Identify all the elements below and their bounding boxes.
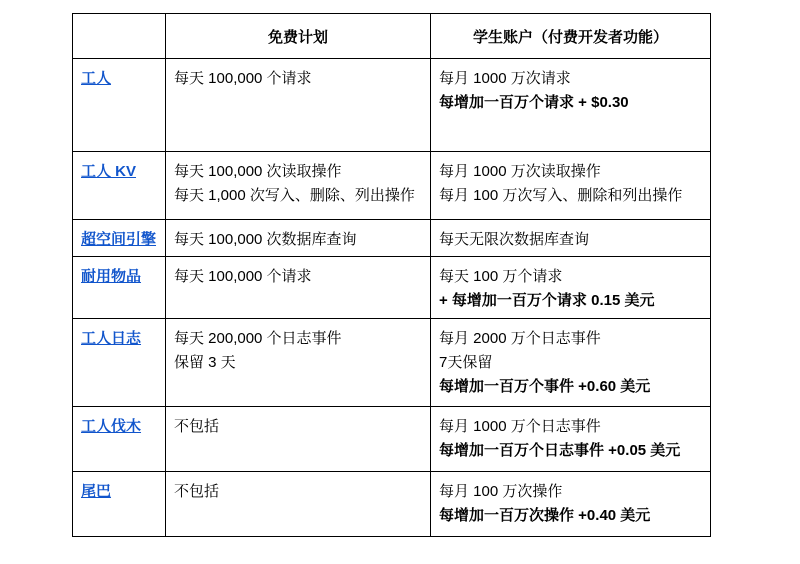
price-line: 每增加一百万个请求 + $0.30 [439, 94, 629, 111]
free-plan-cell [166, 59, 431, 152]
cell-line: 不包括 [174, 483, 220, 500]
product-cell [73, 59, 166, 152]
student-cell [431, 220, 711, 257]
table-row-workers-kv [73, 152, 711, 220]
product-cell [73, 407, 166, 472]
cell-line: 每月 2000 万个日志事件 [439, 330, 601, 347]
header-row [73, 14, 711, 59]
table-row-tail [73, 472, 711, 537]
cell-line: 每月 100 万次写入、删除和列出操作 [439, 187, 683, 204]
price-line: 每增加一百万个事件 +0.60 美元 [439, 378, 651, 395]
price-line: + 每增加一百万个请求 0.15 美元 [439, 292, 655, 309]
workers-logs-link[interactable]: 工人日志 [81, 330, 142, 347]
cell-line: 每月 1000 万次请求 [439, 70, 571, 87]
cell-line: 每月 1000 万个日志事件 [439, 418, 601, 435]
cell-line: 每天 1,000 次写入、删除、列出操作 [174, 187, 415, 204]
table-row-hyperdrive [73, 220, 711, 257]
student-cell [431, 257, 711, 319]
product-cell [73, 319, 166, 407]
cell-line: 每月 100 万次操作 [439, 483, 563, 500]
price-line: 每增加一百万个日志事件 +0.05 美元 [439, 442, 681, 459]
tail-link[interactable]: 尾巴 [81, 483, 112, 500]
table-row-workers-logpush [73, 407, 711, 472]
free-plan-cell [166, 407, 431, 472]
student-cell [431, 59, 711, 152]
free-plan-cell [166, 152, 431, 220]
cell-line: 每天 100 万个请求 [439, 268, 563, 285]
cell-line: 保留 3 天 [174, 354, 236, 371]
cell-line: 每天 100,000 次数据库查询 [174, 231, 357, 248]
student-cell [431, 472, 711, 537]
table-row-workers-logs [73, 319, 711, 407]
header-free-plan: 免费计划 [166, 14, 431, 59]
table-row-durable-objects [73, 257, 711, 319]
header-product [73, 14, 166, 59]
workers-logpush-link[interactable]: 工人伐木 [81, 418, 142, 435]
cell-line: 每月 1000 万次读取操作 [439, 163, 601, 180]
cell-line: 每天 200,000 个日志事件 [174, 330, 342, 347]
pricing-table [72, 13, 711, 537]
cell-line: 每天 100,000 个请求 [174, 268, 312, 285]
student-cell [431, 319, 711, 407]
student-cell [431, 152, 711, 220]
free-plan-cell [166, 472, 431, 537]
cell-line: 7天保留 [439, 354, 493, 371]
workers-link[interactable]: 工人 [81, 70, 112, 87]
cell-line: 每天 100,000 个请求 [174, 70, 312, 87]
product-cell [73, 257, 166, 319]
student-cell [431, 407, 711, 472]
free-plan-cell [166, 257, 431, 319]
free-plan-cell [166, 319, 431, 407]
cell-line: 不包括 [174, 418, 220, 435]
cell-line: 每天无限次数据库查询 [439, 231, 590, 248]
product-cell [73, 472, 166, 537]
header-student-account: 学生账户（付费开发者功能） [431, 14, 711, 59]
durable-objects-link[interactable]: 耐用物品 [81, 268, 142, 285]
pricing-table-container [72, 13, 711, 537]
product-cell [73, 152, 166, 220]
table-row-workers [73, 59, 711, 152]
cell-line: 每天 100,000 次读取操作 [174, 163, 342, 180]
price-line: 每增加一百万次操作 +0.40 美元 [439, 507, 651, 524]
product-cell [73, 220, 166, 257]
hyperdrive-link[interactable]: 超空间引擎 [81, 231, 157, 248]
free-plan-cell [166, 220, 431, 257]
workers-kv-link[interactable]: 工人 KV [81, 163, 137, 180]
